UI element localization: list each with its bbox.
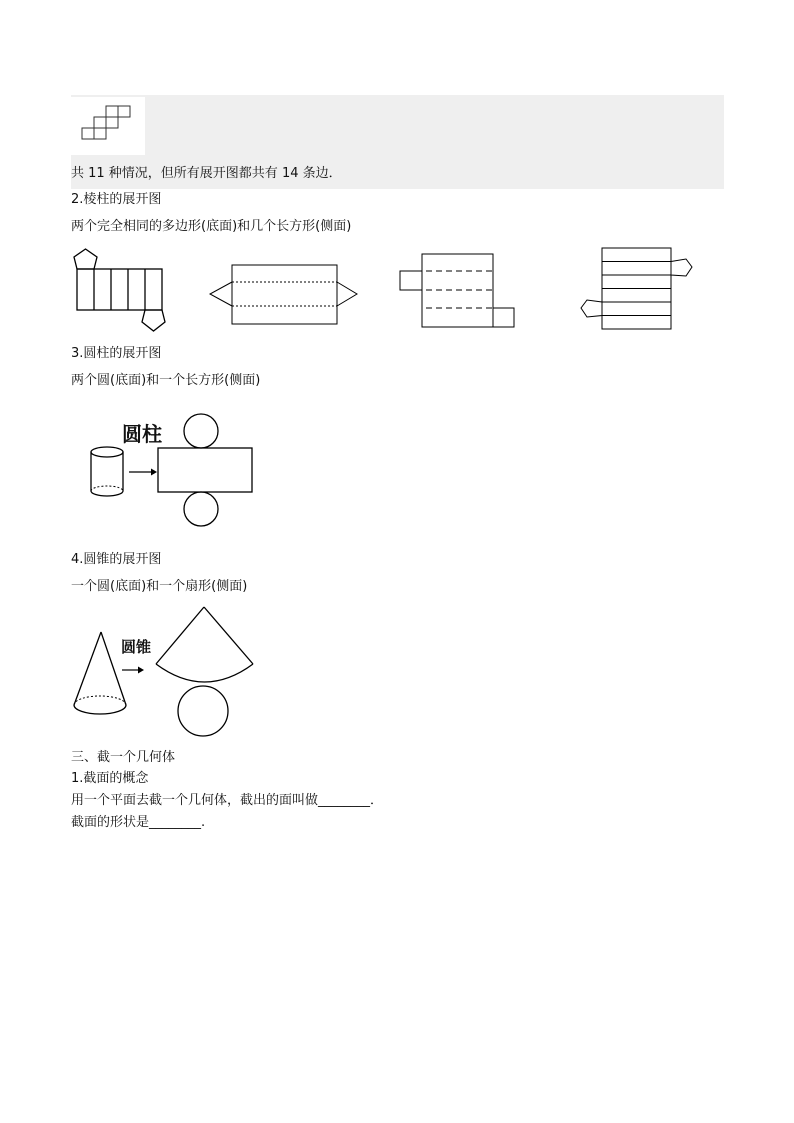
prism-description: 两个完全相同的多边形(底面)和几个长方形(侧面) <box>71 219 352 234</box>
top-note: 共 11 种情况，但所有展开图都共有 14 条边． <box>71 166 342 181</box>
cylinder-figure-label: 圆柱 <box>122 422 162 446</box>
section3-subheading: 1.截面的概念 <box>71 771 149 786</box>
hexagonal-prism-net <box>578 246 696 332</box>
cube-net-thumbnail <box>71 97 145 155</box>
cone-figure-label: 圆锥 <box>121 638 152 656</box>
triangular-prism-net <box>207 262 362 328</box>
cone-net-figure <box>70 603 260 738</box>
rectangular-prism-net <box>398 252 518 330</box>
section3-line2: 截面的形状是________. <box>71 815 206 830</box>
cone-heading: 4.圆锥的展开图 <box>71 552 162 567</box>
cylinder-net-figure <box>85 412 260 530</box>
cylinder-description: 两个圆(底面)和一个长方形(侧面) <box>71 373 261 388</box>
cone-description: 一个圆(底面)和一个扇形(侧面) <box>71 579 248 594</box>
pentagonal-prism-net <box>70 246 170 334</box>
section3-line1: 用一个平面去截一个几何体，截出的面叫做________． <box>71 793 384 808</box>
cylinder-heading: 3.圆柱的展开图 <box>71 346 162 361</box>
cube-net-staircase <box>71 97 145 155</box>
prism-heading: 2.棱柱的展开图 <box>71 192 162 207</box>
section3-title: 三、截一个几何体 <box>71 750 176 765</box>
